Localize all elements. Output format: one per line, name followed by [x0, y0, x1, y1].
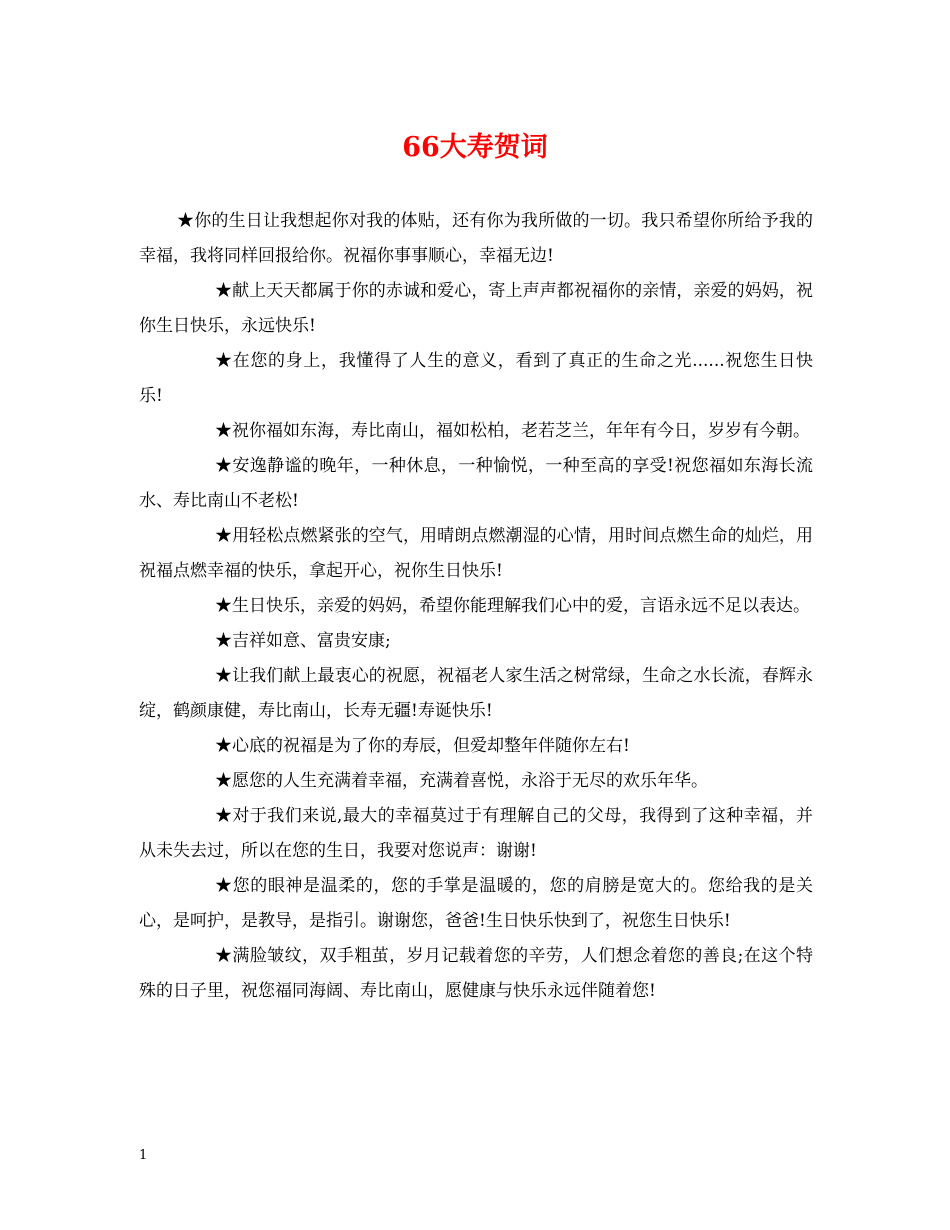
document-body — [139, 204, 813, 1009]
paragraph: ★你的生日让我想起你对我的体贴，还有你为我所做的一切。我只希望你所给予我的幸福，我将同样回报给你。祝福你事事顺心，幸福无边! — [139, 211, 813, 266]
paragraph: ★在您的身上，我懂得了人生的意义，看到了真正的生命之光......祝您生日快乐! — [139, 351, 813, 406]
page-number: 1 — [139, 1148, 148, 1163]
paragraph: ★用轻松点燃紧张的空气，用晴朗点燃潮湿的心情，用时间点燃生命的灿烂，用祝福点燃幸福的快乐，拿起开心，祝你生日快乐! — [139, 526, 813, 581]
paragraph: ★让我们献上最衷心的祝愿，祝福老人家生活之树常绿，生命之水长流，春辉永绽，鹤颜康健，寿比南山，长寿无疆!寿诞快乐! — [139, 666, 813, 721]
paragraph: ★献上天天都属于你的赤诚和爱心，寄上声声都祝福你的亲情，亲爱的妈妈，祝你生日快乐，永远快乐! — [139, 281, 813, 336]
paragraph: ★对于我们来说,最大的幸福莫过于有理解自己的父母，我得到了这种幸福，并从未失去过，所以在您的生日，我要对您说声：谢谢! — [139, 806, 813, 861]
paragraph: ★心底的祝福是为了你的寿辰，但爱却整年伴随你左右! — [215, 736, 630, 756]
paragraph: ★您的眼神是温柔的，您的手掌是温暖的，您的肩膀是宽大的。您给我的是关心，是呵护，是教导，是指引。谢谢您，爸爸!生日快乐快到了，祝您生日快乐! — [139, 876, 813, 931]
paragraph: ★安逸静谧的晚年，一种休息，一种愉悦，一种至高的享受!祝您福如东海长流水、寿比南山不老松! — [139, 456, 813, 511]
paragraph: ★祝你福如东海，寿比南山，福如松柏，老若芝兰，年年有今日，岁岁有今朝。 — [215, 421, 810, 441]
paragraph: ★满脸皱纹，双手粗茧，岁月记载着您的辛劳，人们想念着您的善良;在这个特殊的日子里，祝您福同海阔、寿比南山，愿健康与快乐永远伴随着您! — [139, 946, 813, 1001]
paragraph: ★生日快乐，亲爱的妈妈，希望你能理解我们心中的爱，言语永远不足以表达。 — [215, 596, 810, 616]
paragraph: ★吉祥如意、富贵安康; — [215, 631, 391, 651]
document-title: 66大寿贺词 — [402, 132, 548, 163]
paragraph: ★愿您的人生充满着幸福，充满着喜悦，永浴于无尽的欢乐年华。 — [215, 771, 708, 791]
